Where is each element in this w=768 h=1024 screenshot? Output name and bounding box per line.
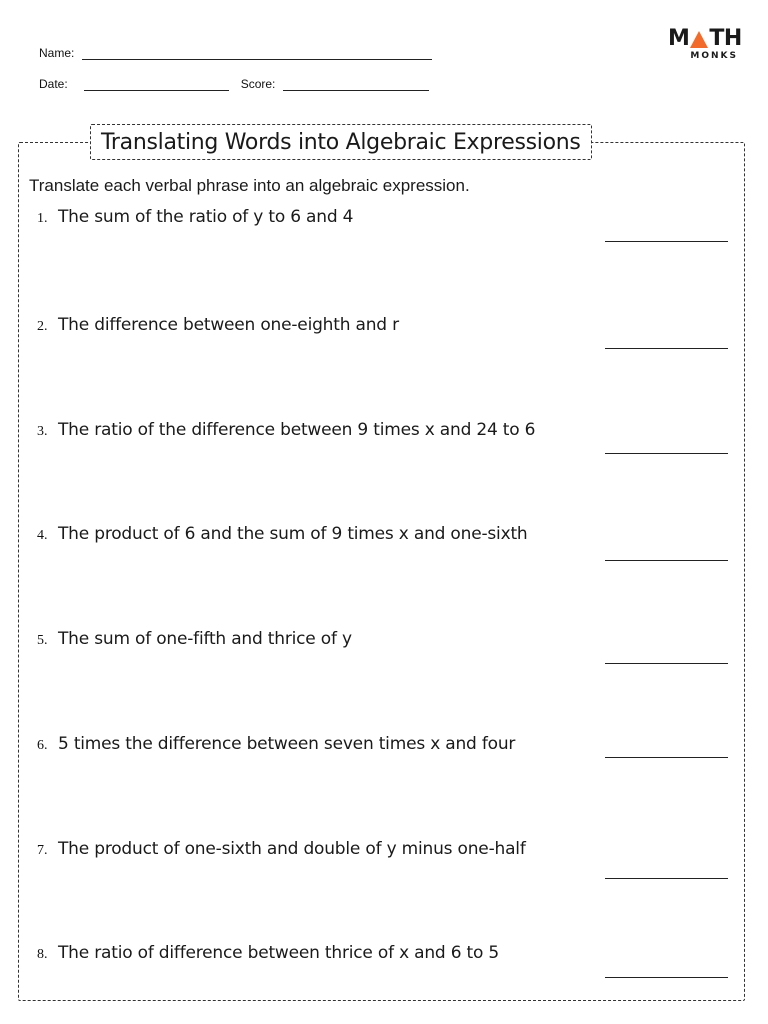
logo-triangle-icon — [690, 31, 708, 48]
logo-text-m: M — [668, 26, 690, 51]
question-number: 7. — [37, 843, 48, 858]
question-text: The ratio of the difference between 9 times x and 24 to 6 — [58, 420, 536, 440]
question-number: 1. — [37, 211, 48, 226]
question-1 — [37, 207, 353, 227]
question-text: The product of 6 and the sum of 9 times x and one-sixth — [58, 524, 528, 544]
question-8 — [37, 943, 499, 963]
question-7 — [37, 839, 526, 859]
worksheet-frame — [18, 142, 745, 1001]
logo-text-th: TH — [709, 26, 742, 51]
answer-line-6[interactable] — [605, 757, 728, 758]
answer-line-1[interactable] — [605, 241, 728, 242]
question-number: 5. — [37, 633, 48, 648]
name-row — [39, 46, 432, 60]
question-5 — [37, 629, 352, 649]
name-label: Name: — [39, 46, 75, 60]
date-label: Date: — [39, 77, 68, 91]
question-text: The product of one-sixth and double of y minus one-half — [58, 839, 526, 859]
date-score-row — [39, 77, 429, 91]
question-4 — [37, 524, 527, 544]
question-text: The sum of one-fifth and thrice of y — [58, 629, 352, 649]
name-field[interactable] — [82, 47, 432, 60]
question-6 — [37, 734, 515, 754]
question-text: The difference between one-eighth and r — [58, 315, 399, 335]
answer-line-3[interactable] — [605, 453, 728, 454]
worksheet-title: Translating Words into Algebraic Expressions — [90, 124, 592, 160]
question-number: 2. — [37, 319, 48, 334]
score-field[interactable] — [283, 78, 429, 91]
answer-line-4[interactable] — [605, 560, 728, 561]
question-number: 4. — [37, 528, 48, 543]
score-label: Score: — [240, 77, 276, 91]
question-text: 5 times the difference between seven times x and four — [58, 734, 516, 754]
date-field[interactable] — [84, 78, 229, 91]
answer-line-2[interactable] — [605, 348, 728, 349]
instructions: Translate each verbal phrase into an algebraic expression. — [29, 176, 470, 195]
question-3 — [37, 420, 535, 440]
answer-line-7[interactable] — [605, 878, 728, 879]
logo-text-monks: MONKS — [690, 51, 738, 61]
question-2 — [37, 315, 399, 335]
math-monks-logo — [668, 28, 742, 61]
question-number: 8. — [37, 947, 48, 962]
question-text: The sum of the ratio of y to 6 and 4 — [58, 207, 354, 227]
question-number: 3. — [37, 424, 48, 439]
question-text: The ratio of difference between thrice of x and 6 to 5 — [58, 943, 500, 963]
answer-line-5[interactable] — [605, 663, 728, 664]
answer-line-8[interactable] — [605, 977, 728, 978]
question-number: 6. — [37, 738, 48, 753]
